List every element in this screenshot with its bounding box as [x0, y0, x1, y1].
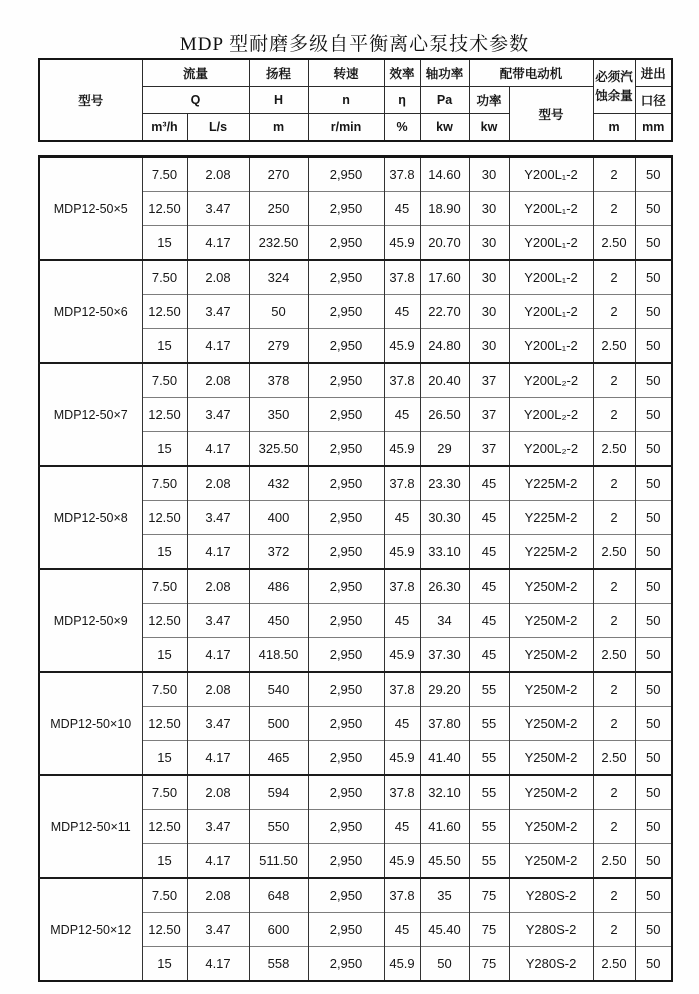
table-cell: 41.40	[420, 741, 469, 776]
table-cell: 594	[249, 775, 308, 810]
table-cell: 2,950	[308, 466, 384, 501]
table-cell: 50	[635, 878, 672, 913]
table-cell: 2	[593, 260, 635, 295]
table-cell: Y280S-2	[509, 878, 593, 913]
table-cell: 2.50	[593, 844, 635, 879]
table-cell: 45	[384, 604, 420, 638]
table-body	[39, 157, 672, 982]
table-row	[39, 157, 672, 192]
table-cell: 12.50	[142, 501, 187, 535]
table-row	[39, 775, 672, 810]
table-cell: 2	[593, 501, 635, 535]
table-cell: 14.60	[420, 157, 469, 192]
table-cell: 45	[384, 707, 420, 741]
table-cell: 37	[469, 398, 509, 432]
header-npsh-line1: 必须汽	[595, 70, 633, 85]
header-npsh-line2: 蚀余量	[595, 88, 633, 103]
header-speed-symbol-cell: n	[308, 87, 384, 114]
table-cell: 37.8	[384, 569, 420, 604]
table-cell: 2,950	[308, 226, 384, 261]
table-cell: Y225M-2	[509, 501, 593, 535]
table-cell: 23.30	[420, 466, 469, 501]
table-cell: Y200L₁-2	[509, 295, 593, 329]
table-cell: 32.10	[420, 775, 469, 810]
table-cell: 4.17	[187, 329, 249, 364]
table-cell: 37.8	[384, 878, 420, 913]
table-cell: 45	[384, 913, 420, 947]
table-cell: 20.40	[420, 363, 469, 398]
header-diameter-cell-top: 进出	[635, 59, 672, 87]
table-cell: 7.50	[142, 466, 187, 501]
table-cell: 37.8	[384, 775, 420, 810]
table-cell: 465	[249, 741, 308, 776]
table-cell: 50	[635, 226, 672, 261]
table-cell: 50	[635, 775, 672, 810]
table-cell: 45.9	[384, 226, 420, 261]
table-cell: 2	[593, 672, 635, 707]
table-cell: 2.08	[187, 260, 249, 295]
table-cell: 4.17	[187, 741, 249, 776]
table-cell: 45	[469, 466, 509, 501]
table-cell: 37.8	[384, 363, 420, 398]
table-cell: 45.9	[384, 741, 420, 776]
table-cell: 2,950	[308, 741, 384, 776]
table-cell: 4.17	[187, 432, 249, 467]
table-cell: Y250M-2	[509, 604, 593, 638]
table-cell: 2	[593, 913, 635, 947]
table-cell: 50	[635, 741, 672, 776]
table-cell: 4.17	[187, 638, 249, 673]
table-cell: 55	[469, 707, 509, 741]
header-model-cell: 型号	[39, 59, 142, 141]
table-cell: 41.60	[420, 810, 469, 844]
table-cell: 2,950	[308, 363, 384, 398]
table-cell: 2,950	[308, 535, 384, 570]
table-cell: 2,950	[308, 913, 384, 947]
table-cell: 12.50	[142, 295, 187, 329]
table-cell: 75	[469, 947, 509, 982]
table-cell: 15	[142, 844, 187, 879]
table-cell: 30	[469, 157, 509, 192]
table-cell: 45.9	[384, 535, 420, 570]
pump-model-cell: MDP12-50×8	[39, 466, 142, 569]
table-cell: Y200L₂-2	[509, 398, 593, 432]
table-cell: 30	[469, 192, 509, 226]
table-cell: 2,950	[308, 604, 384, 638]
table-cell: 3.47	[187, 707, 249, 741]
header-unit-diameter: mm	[635, 114, 672, 142]
table-cell: 50	[635, 363, 672, 398]
table-cell: 45.40	[420, 913, 469, 947]
header-unit-m3h: m³/h	[142, 114, 187, 142]
table-cell: 540	[249, 672, 308, 707]
table-cell: Y250M-2	[509, 672, 593, 707]
table-cell: Y200L₁-2	[509, 157, 593, 192]
table-cell: 250	[249, 192, 308, 226]
table-cell: 2,950	[308, 192, 384, 226]
header-row-1	[39, 59, 672, 87]
table-cell: 33.10	[420, 535, 469, 570]
table-cell: 648	[249, 878, 308, 913]
table-cell: 37	[469, 363, 509, 398]
table-cell: 15	[142, 329, 187, 364]
table-cell: 7.50	[142, 157, 187, 192]
table-cell: 29	[420, 432, 469, 467]
table-cell: 378	[249, 363, 308, 398]
table-cell: 4.17	[187, 947, 249, 982]
page-title: MDP 型耐磨多级自平衡离心泵技术参数	[179, 34, 530, 55]
table-cell: 4.17	[187, 226, 249, 261]
table-cell: 50	[635, 466, 672, 501]
table-cell: 15	[142, 947, 187, 982]
table-cell: 12.50	[142, 398, 187, 432]
table-cell: 50	[635, 947, 672, 982]
table-cell: 37	[469, 432, 509, 467]
header-speed-cell: 转速	[308, 59, 384, 87]
table-cell: 270	[249, 157, 308, 192]
table-cell: 2	[593, 569, 635, 604]
table-cell: 45	[384, 192, 420, 226]
table-cell: 2,950	[308, 295, 384, 329]
table-cell: 50	[635, 844, 672, 879]
header-unit-speed: r/min	[308, 114, 384, 142]
table-cell: 30.30	[420, 501, 469, 535]
table-cell: 2	[593, 707, 635, 741]
table-cell: 37.8	[384, 260, 420, 295]
table-row	[39, 672, 672, 707]
table-cell: 30	[469, 260, 509, 295]
table-cell: 2.50	[593, 432, 635, 467]
table-cell: 50	[635, 569, 672, 604]
table-cell: 50	[635, 913, 672, 947]
table-cell: 15	[142, 638, 187, 673]
table-cell: 2	[593, 878, 635, 913]
header-motor-cell: 配带电动机	[469, 59, 593, 87]
table-cell: 7.50	[142, 878, 187, 913]
header-efficiency-symbol-cell: η	[384, 87, 420, 114]
table-cell: 45	[384, 810, 420, 844]
table-cell: 45.50	[420, 844, 469, 879]
pump-model-cell: MDP12-50×10	[39, 672, 142, 775]
table-cell: 15	[142, 741, 187, 776]
header-unit-npsh: m	[593, 114, 635, 142]
table-cell: Y250M-2	[509, 844, 593, 879]
table-cell: 55	[469, 741, 509, 776]
table-cell: 500	[249, 707, 308, 741]
table-cell: 2.50	[593, 329, 635, 364]
table-cell: 15	[142, 432, 187, 467]
table-cell: 2,950	[308, 398, 384, 432]
table-cell: 26.30	[420, 569, 469, 604]
table-cell: 45.9	[384, 947, 420, 982]
table-row	[39, 569, 672, 604]
table-cell: Y200L₂-2	[509, 363, 593, 398]
table-cell: 2.50	[593, 947, 635, 982]
table-cell: Y280S-2	[509, 913, 593, 947]
data-table	[38, 155, 673, 982]
table-cell: 20.70	[420, 226, 469, 261]
table-cell: 7.50	[142, 260, 187, 295]
table-cell: 37.8	[384, 466, 420, 501]
table-cell: 50	[635, 535, 672, 570]
table-cell: 18.90	[420, 192, 469, 226]
table-cell: Y250M-2	[509, 638, 593, 673]
table-cell: Y250M-2	[509, 775, 593, 810]
pump-model-cell: MDP12-50×9	[39, 569, 142, 672]
table-cell: 15	[142, 535, 187, 570]
table-cell: 7.50	[142, 363, 187, 398]
table-cell: 26.50	[420, 398, 469, 432]
header-head-cell: 扬程	[249, 59, 308, 87]
table-cell: 4.17	[187, 535, 249, 570]
table-cell: 3.47	[187, 810, 249, 844]
table-cell: 30	[469, 329, 509, 364]
table-cell: 45	[469, 569, 509, 604]
table-cell: 3.47	[187, 295, 249, 329]
table-cell: Y200L₂-2	[509, 432, 593, 467]
table-cell: 2,950	[308, 775, 384, 810]
header-motor-model-cell: 型号	[509, 87, 593, 142]
table-cell: 2	[593, 192, 635, 226]
table-cell: 50	[635, 638, 672, 673]
table-cell: Y250M-2	[509, 707, 593, 741]
table-cell: 2,950	[308, 947, 384, 982]
header-unit-ls: L/s	[187, 114, 249, 142]
table-cell: 2.50	[593, 226, 635, 261]
table-cell: 2.08	[187, 466, 249, 501]
table-cell: 350	[249, 398, 308, 432]
table-cell: 45	[384, 295, 420, 329]
table-cell: 400	[249, 501, 308, 535]
table-cell: 550	[249, 810, 308, 844]
table-cell: 7.50	[142, 672, 187, 707]
table-cell: 45.9	[384, 638, 420, 673]
header-unit-efficiency: %	[384, 114, 420, 142]
table-cell: 2	[593, 810, 635, 844]
table-cell: 2	[593, 466, 635, 501]
table-cell: 2.08	[187, 569, 249, 604]
table-cell: 2	[593, 363, 635, 398]
pump-model-cell: MDP12-50×12	[39, 878, 142, 981]
table-row	[39, 260, 672, 295]
table-cell: 45.9	[384, 329, 420, 364]
table-cell: 45	[469, 501, 509, 535]
table-cell: 37.80	[420, 707, 469, 741]
table-cell: 2.08	[187, 157, 249, 192]
table-cell: 12.50	[142, 913, 187, 947]
header-unit-shaft-power: kw	[420, 114, 469, 142]
header-npsh-cell	[593, 59, 635, 114]
table-cell: 325.50	[249, 432, 308, 467]
table-cell: 232.50	[249, 226, 308, 261]
table-cell: 75	[469, 913, 509, 947]
table-cell: Y250M-2	[509, 741, 593, 776]
table-cell: 3.47	[187, 604, 249, 638]
table-cell: 2.08	[187, 363, 249, 398]
table-cell: 3.47	[187, 501, 249, 535]
table-cell: 50	[249, 295, 308, 329]
table-cell: 50	[635, 157, 672, 192]
table-cell: Y225M-2	[509, 466, 593, 501]
table-cell: 55	[469, 844, 509, 879]
header-efficiency-cell: 效率	[384, 59, 420, 87]
table-cell: 486	[249, 569, 308, 604]
table-cell: 2,950	[308, 672, 384, 707]
table-cell: 12.50	[142, 192, 187, 226]
table-cell: 2.50	[593, 741, 635, 776]
table-cell: 24.80	[420, 329, 469, 364]
table-cell: 37.8	[384, 157, 420, 192]
table-cell: 30	[469, 226, 509, 261]
table-cell: 2	[593, 775, 635, 810]
table-cell: 45.9	[384, 432, 420, 467]
table-cell: 22.70	[420, 295, 469, 329]
table-cell: 450	[249, 604, 308, 638]
header-shaft-power-cell: 轴功率	[420, 59, 469, 87]
table-cell: 2,950	[308, 157, 384, 192]
header-unit-motor-power: kw	[469, 114, 509, 142]
table-cell: 12.50	[142, 707, 187, 741]
table-cell: 2,950	[308, 260, 384, 295]
table-cell: 279	[249, 329, 308, 364]
table-cell: 37.8	[384, 672, 420, 707]
table-cell: Y200L₁-2	[509, 192, 593, 226]
table-cell: 50	[635, 295, 672, 329]
table-cell: 2.50	[593, 638, 635, 673]
table-cell: 2,950	[308, 569, 384, 604]
pump-model-cell: MDP12-50×11	[39, 775, 142, 878]
table-cell: 3.47	[187, 192, 249, 226]
table-cell: 50	[635, 398, 672, 432]
table-cell: Y250M-2	[509, 569, 593, 604]
table-cell: 2	[593, 604, 635, 638]
table-cell: 45	[384, 501, 420, 535]
table-cell: 35	[420, 878, 469, 913]
header-head-symbol-cell: H	[249, 87, 308, 114]
table-cell: 55	[469, 775, 509, 810]
table-cell: 2,950	[308, 638, 384, 673]
table-cell: 558	[249, 947, 308, 982]
table-cell: Y200L₁-2	[509, 329, 593, 364]
header-diameter-cell-bottom: 口径	[635, 87, 672, 114]
table-cell: Y225M-2	[509, 535, 593, 570]
table-cell: 12.50	[142, 810, 187, 844]
table-cell: 37.30	[420, 638, 469, 673]
pump-model-cell: MDP12-50×7	[39, 363, 142, 466]
table-cell: 4.17	[187, 844, 249, 879]
header-shaft-power-symbol-cell: Pa	[420, 87, 469, 114]
table-cell: 2.08	[187, 775, 249, 810]
table-cell: 45	[384, 398, 420, 432]
table-cell: 45	[469, 604, 509, 638]
table-cell: 17.60	[420, 260, 469, 295]
header-flow-cell: 流量	[142, 59, 249, 87]
table-cell: 2.08	[187, 878, 249, 913]
table-cell: 45.9	[384, 844, 420, 879]
table-cell: 45	[469, 638, 509, 673]
table-cell: 2,950	[308, 810, 384, 844]
table-cell: Y250M-2	[509, 810, 593, 844]
table-row	[39, 878, 672, 913]
table-cell: 50	[635, 329, 672, 364]
table-cell: 55	[469, 672, 509, 707]
table-cell: 2.08	[187, 672, 249, 707]
table-cell: 432	[249, 466, 308, 501]
table-cell: 2.50	[593, 535, 635, 570]
table-cell: 2,950	[308, 432, 384, 467]
table-cell: 50	[635, 707, 672, 741]
table-cell: 7.50	[142, 569, 187, 604]
table-cell: 511.50	[249, 844, 308, 879]
table-cell: 2	[593, 398, 635, 432]
table-cell: 2,950	[308, 844, 384, 879]
table-row	[39, 466, 672, 501]
table-cell: 324	[249, 260, 308, 295]
table-cell: 50	[635, 432, 672, 467]
table-cell: 75	[469, 878, 509, 913]
table-cell: 50	[635, 501, 672, 535]
table-cell: 2	[593, 295, 635, 329]
table-cell: 50	[635, 260, 672, 295]
table-cell: 600	[249, 913, 308, 947]
table-cell: 2,950	[308, 501, 384, 535]
table-cell: 12.50	[142, 604, 187, 638]
header-flow-symbol-cell: Q	[142, 87, 249, 114]
table-cell: 45	[469, 535, 509, 570]
header-unit-head: m	[249, 114, 308, 142]
table-row	[39, 363, 672, 398]
table-cell: 34	[420, 604, 469, 638]
pump-model-cell: MDP12-50×5	[39, 157, 142, 261]
header-motor-power-cell: 功率	[469, 87, 509, 114]
pump-model-cell: MDP12-50×6	[39, 260, 142, 363]
table-cell: 55	[469, 810, 509, 844]
table-cell: Y200L₁-2	[509, 226, 593, 261]
table-cell: 30	[469, 295, 509, 329]
table-cell: 2,950	[308, 329, 384, 364]
table-cell: 2,950	[308, 878, 384, 913]
table-cell: 29.20	[420, 672, 469, 707]
table-cell: 3.47	[187, 398, 249, 432]
table-cell: Y200L₁-2	[509, 260, 593, 295]
table-cell: 50	[635, 672, 672, 707]
table-cell: 15	[142, 226, 187, 261]
table-cell: 50	[635, 192, 672, 226]
table-cell: 50	[635, 604, 672, 638]
table-cell: 7.50	[142, 775, 187, 810]
table-cell: 2,950	[308, 707, 384, 741]
table-cell: 372	[249, 535, 308, 570]
table-cell: 2	[593, 157, 635, 192]
table-cell: Y280S-2	[509, 947, 593, 982]
table-cell: 418.50	[249, 638, 308, 673]
table-cell: 50	[420, 947, 469, 982]
header-table	[38, 58, 673, 142]
table-cell: 3.47	[187, 913, 249, 947]
table-cell: 50	[635, 810, 672, 844]
